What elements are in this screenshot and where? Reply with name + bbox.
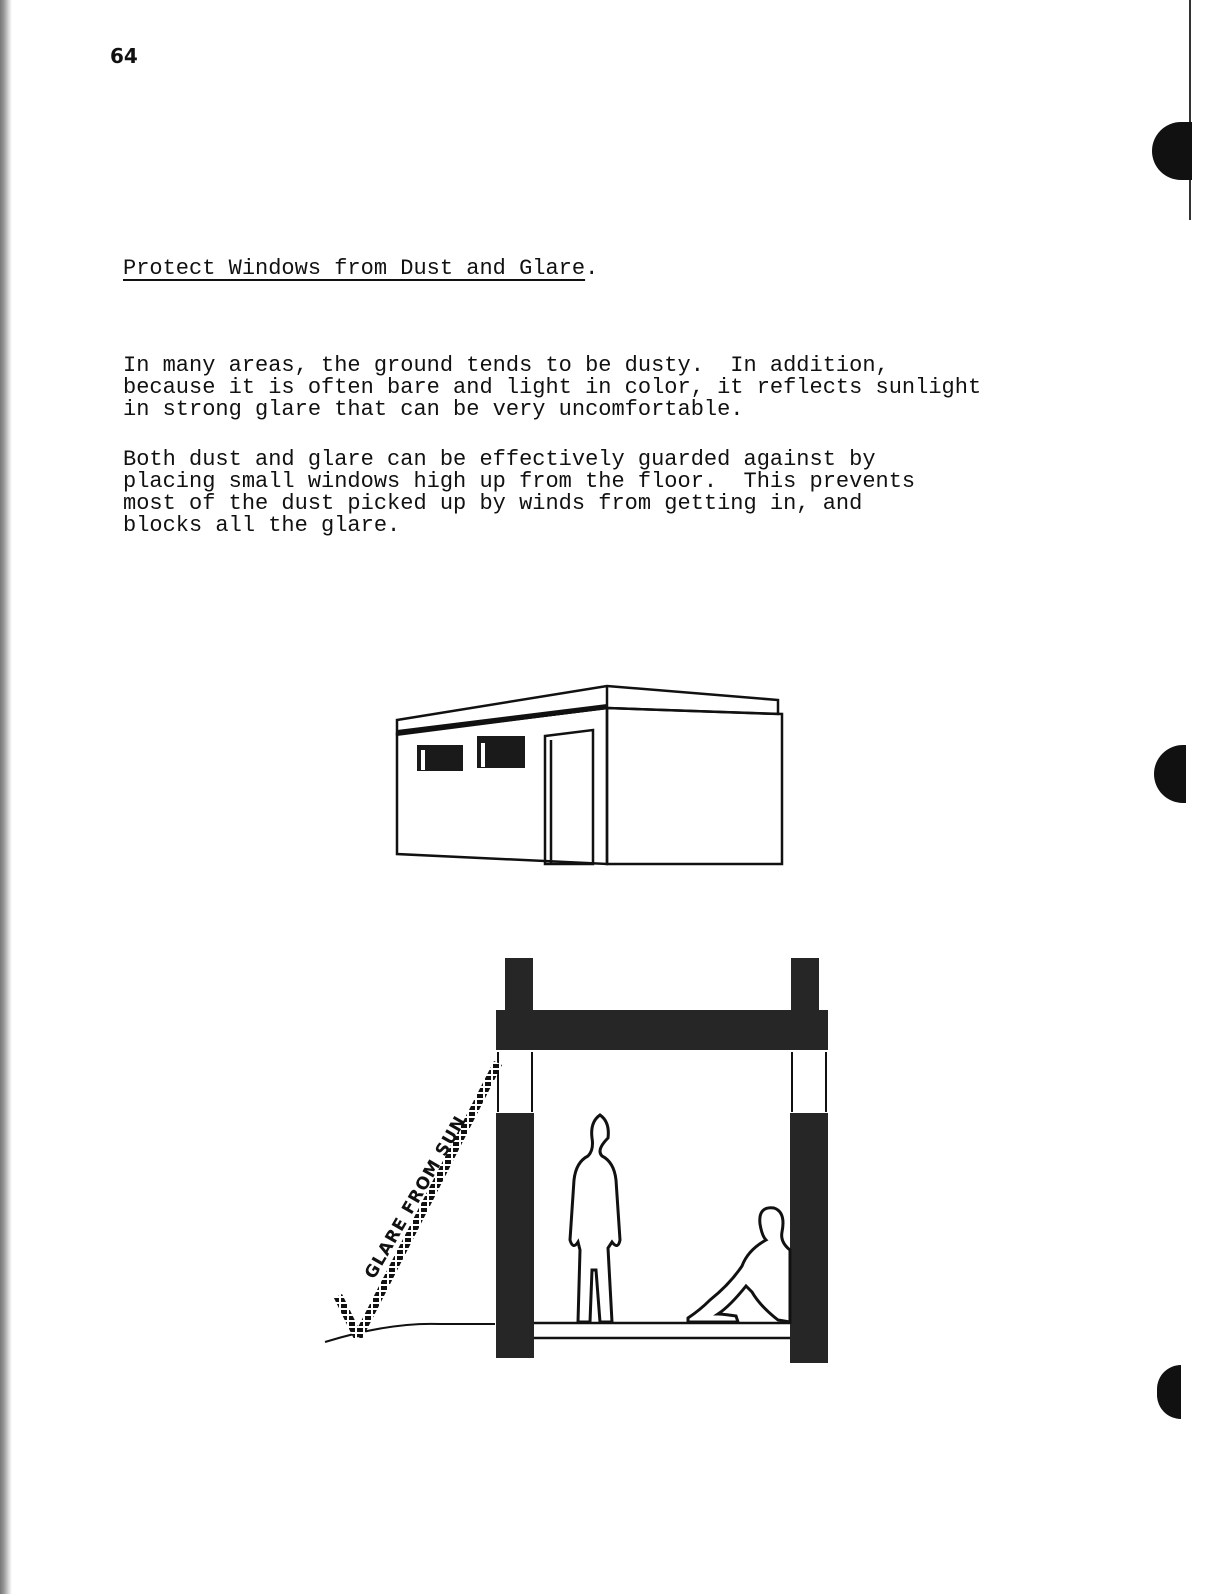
binder-hole-middle <box>1154 745 1186 803</box>
section-heading-text: Protect Windows from Dust and Glare <box>123 256 586 281</box>
glare-ray-reflected <box>338 1296 358 1337</box>
right-high-window <box>792 1052 826 1112</box>
standing-person <box>570 1115 620 1322</box>
section-illustration <box>300 950 860 1380</box>
left-high-window <box>498 1052 532 1112</box>
building-illustration <box>385 678 795 878</box>
paragraph-dust-glare: In many areas, the ground tends to be dusty. In addition, because it is often bare and light in color, it reflects sunlight in strong glare that can be very uncomfortable. <box>123 353 982 422</box>
roof-slab <box>496 1010 828 1050</box>
right-margin-rule <box>1189 0 1191 220</box>
sitting-person <box>688 1208 790 1322</box>
binder-hole-bottom <box>1157 1365 1181 1419</box>
page-number: 64 <box>110 44 138 68</box>
building-door <box>545 730 593 864</box>
section-heading <box>123 256 598 281</box>
paragraph-small-windows: Both dust and glare can be effectively guarded against by placing small windows high up from the floor. This prevents most of the dust picked up by winds from getting in, and blocks all the glare. <box>123 447 916 538</box>
high-windows <box>417 736 525 771</box>
section-heading-period: . <box>585 256 599 281</box>
glare-from-sun-label: GLARE FROM SUN <box>361 1112 471 1283</box>
page-scan-edge <box>0 0 12 1594</box>
floor-slab <box>534 1323 790 1338</box>
binder-hole-top <box>1152 122 1192 180</box>
glare-ray-incoming <box>358 1063 498 1337</box>
